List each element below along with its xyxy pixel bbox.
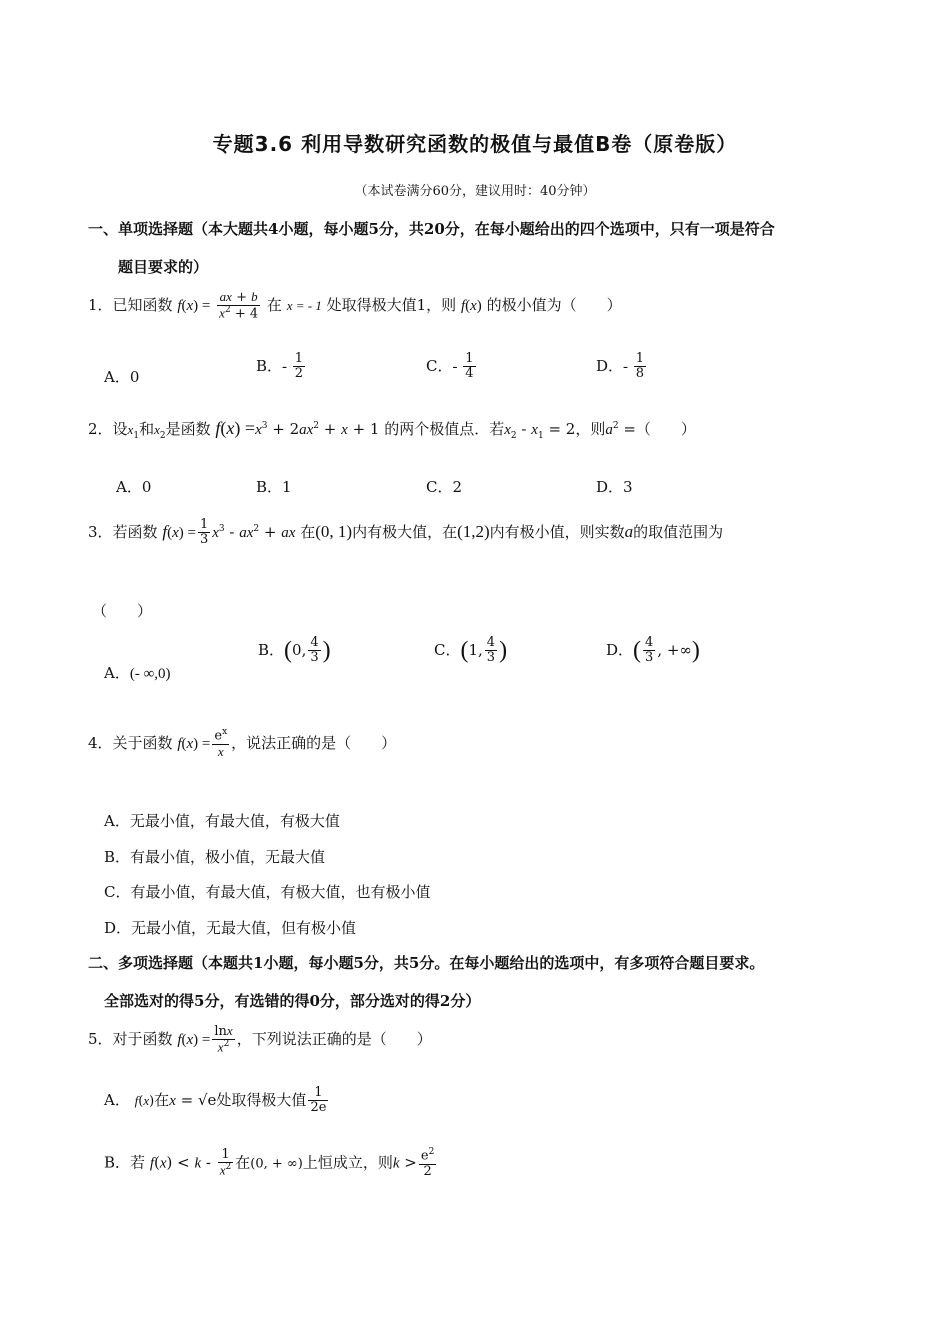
q4-option-b: B．有最小值，极小值，无最大值 [104, 848, 326, 866]
q1-option-c: C．- $\frac{1}{4}$ [426, 351, 474, 382]
question-2: 2．设$x_1$和$x_2$是函数 $f(x) =x^3 + 2ax^2 + x + 1$ 的两个极值点．若$x_2 - x_1 = 2$，则$a^2$ =（ ） [88, 418, 696, 441]
q1-option-a: A．0 [104, 368, 140, 386]
q5-option-a: A． f(x)在x = √e处取得极大值 $\frac{1}{2e}$ [104, 1085, 327, 1116]
q5-option-b: B．若 f(x) < k - $\frac{1}{x^2}$ 在(0, + ∞)上恒成立，则k > $\frac{e^2}{2}$ [104, 1147, 435, 1179]
q2-option-c: C．2 [426, 478, 463, 496]
section2-heading: 二、多项选择题（本题共1小题，每小题5分，共5分。在每小题给出的选项中，有多项符合题目要求。 [88, 954, 765, 972]
q3-answer-blank: （ ） [92, 602, 153, 620]
q1-option-b: B．- $\frac{1}{2}$ [256, 351, 304, 382]
q3-option-b: B．(0, $\frac{4}{3}$ ) [258, 635, 331, 666]
question-1: 1．已知函数 f(x) = $\frac{ax + b}{x^2 + 4}$ 在 x = - 1 处取得极大值1，则 f(x) 的极小值为（ ） [88, 289, 622, 322]
q2-option-b: B．1 [256, 478, 292, 496]
question-4: 4．关于函数 f(x) = $\frac{e^x}{x}$ ，说法正确的是（ ） [88, 727, 397, 759]
section1-heading: 一、单项选择题（本大题共4小题，每小题5分，共20分，在每小题给出的四个选项中，只有一项是符合 [88, 220, 775, 238]
q1-fraction: $\frac{ax + b}{x^2 + 4}$ [219, 289, 259, 322]
section2-heading-cont: 全部选对的得5分，有选错的得0分，部分选对的得2分） [104, 992, 481, 1010]
section1-heading-cont: 题目要求的） [118, 258, 209, 276]
page-title: 专题3.6 利用导数研究函数的极值与最值B卷（原卷版） [212, 132, 738, 156]
q3-option-d: D．( $\frac{4}{3}$ , +∞) [606, 635, 700, 666]
q1-label: 1．已知函数 [88, 295, 173, 314]
q3-option-c: C．(1, $\frac{4}{3}$ ) [434, 635, 508, 666]
q2-option-d: D．3 [596, 478, 633, 496]
q4-option-d: D．无最小值，无最大值，但有极小值 [104, 919, 357, 937]
q2-option-a: A．0 [116, 478, 152, 496]
q1-option-d: D．- $\frac{1}{8}$ [596, 351, 645, 382]
q4-option-a: A．无最小值，有最大值，有极大值 [104, 812, 340, 830]
page-subtitle: （本试卷满分60分，建议用时：40分钟） [354, 184, 596, 199]
question-5: 5．对于函数 f(x) = $\frac{\ln x}{x^2}$ ，下列说法正确的是（ ） [88, 1023, 432, 1055]
q4-option-c: C．有最小值，有最大值，有极大值，也有极小值 [104, 883, 431, 901]
question-3: 3．若函数 f(x) = $\frac{1}{3}$ $x^3 - ax^2$ + ax 在(0, 1)内有极大值，在(1,2)内有极小值，则实数a的取值范围为 [88, 517, 724, 548]
q3-option-a: A．(- ∞,0) [104, 664, 171, 682]
